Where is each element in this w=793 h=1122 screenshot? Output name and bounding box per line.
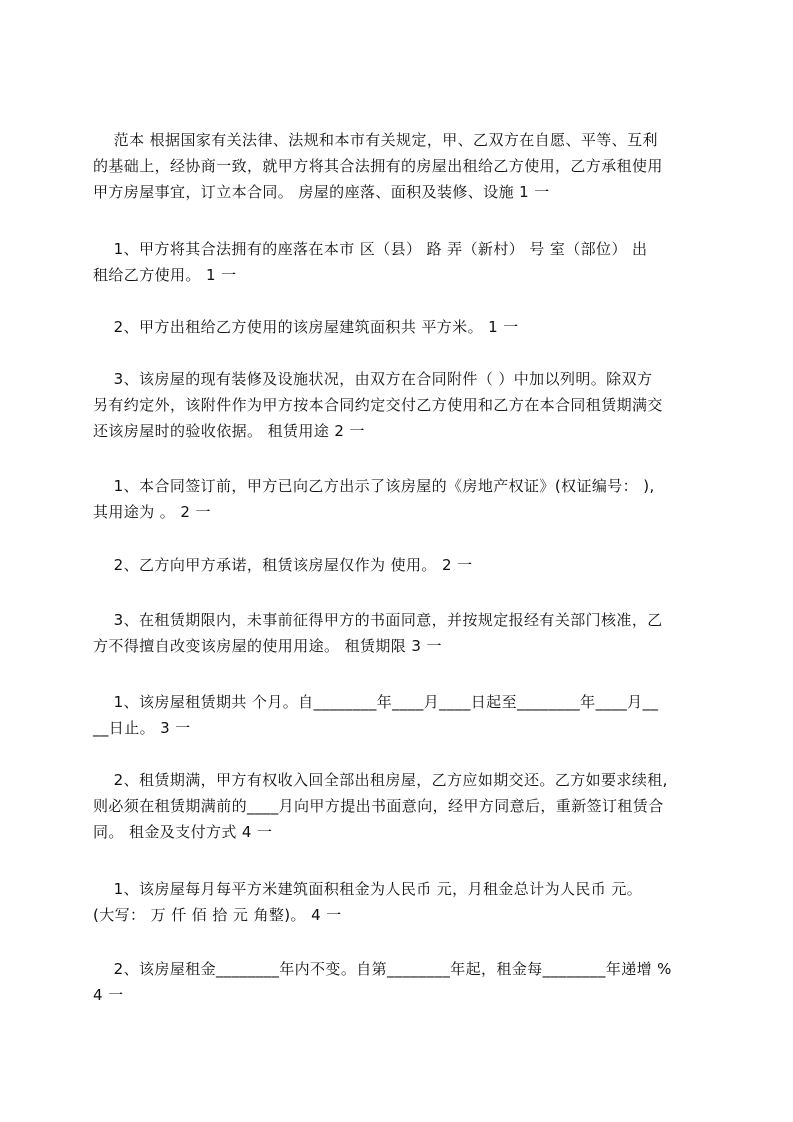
text-line: 同。 租金及支付方式 4 一 (93, 823, 273, 841)
text-line: 3、在租赁期限内，未事前征得甲方的书面同意，并按规定报经有关部门核准，乙 (93, 611, 663, 629)
text-line: 的基础上，经协商一致，就甲方将其合法拥有的房屋出租给乙方使用，乙方承租使用 (93, 157, 663, 175)
text-line: 1、甲方将其合法拥有的座落在本市 区（县） 路 弄（新村） 号 室（部位） 出 (93, 240, 648, 258)
text-line: 3、该房屋的现有装修及设施状况，由双方在合同附件（ ）中加以列明。除双方 (93, 370, 653, 388)
text-line: 还该房屋时的验收依据。 租赁用途 2 一 (93, 422, 365, 440)
text-line: 2、租赁期满，甲方有权收入回全部出租房屋，乙方应如期交还。乙方如要求续租, (93, 771, 668, 789)
paragraph-location-1 (93, 236, 715, 288)
text-line: 2、乙方向甲方承诺，租赁该房屋仅作为 使用。 2 一 (93, 556, 473, 574)
paragraph-preamble (93, 127, 715, 205)
text-line: __日止。 3 一 (93, 719, 191, 737)
text-line: 1、该房屋每月每平方米建筑面积租金为人民币 元，月租金总计为人民币 元。 (93, 880, 643, 898)
text-line: 其用途为 。 2 一 (93, 503, 211, 521)
text-line: 甲方房屋事宜，订立本合同。 房屋的座落、面积及装修、设施 1 一 (93, 183, 550, 201)
text-line: 租给乙方使用。 1 一 (93, 266, 237, 284)
text-line: 1、本合同签订前，甲方已向乙方出示了该房屋的《房地产权证》(权证编号： ), (93, 477, 655, 495)
paragraph-usage-2 (93, 552, 715, 578)
text-line: 4 一 (93, 986, 124, 1004)
paragraph-location-2 (93, 314, 715, 340)
text-line: 1、该房屋租赁期共 个月。自________年____月____日起至________年____月__ (93, 693, 659, 711)
paragraph-term-1 (93, 689, 715, 741)
paragraph-rent-2 (93, 956, 715, 1008)
paragraph-rent-1 (93, 876, 715, 928)
paragraph-usage-3 (93, 607, 715, 659)
text-line: 另有约定外，该附件作为甲方按本合同约定交付乙方使用和乙方在本合同租赁期满交 (93, 396, 663, 414)
paragraph-term-2 (93, 767, 715, 845)
text-line: 2、该房屋租金________年内不变。自第________年起，租金每________年递增 % (93, 960, 672, 978)
text-line: 范本 根据国家有关法律、法规和本市有关规定，甲、乙双方在自愿、平等、互利 (93, 131, 658, 149)
text-line: 2、甲方出租给乙方使用的该房屋建筑面积共 平方米。 1 一 (93, 318, 519, 336)
text-line: (大写： 万 仟 佰 拾 元 角整)。 4 一 (93, 906, 342, 924)
paragraph-usage-1 (93, 473, 715, 525)
paragraph-location-3 (93, 366, 715, 444)
text-line: 则必须在租赁期满前的____月向甲方提出书面意向，经甲方同意后，重新签订租赁合 (93, 797, 664, 815)
text-line: 方不得擅自改变该房屋的使用用途。 租赁期限 3 一 (93, 637, 442, 655)
